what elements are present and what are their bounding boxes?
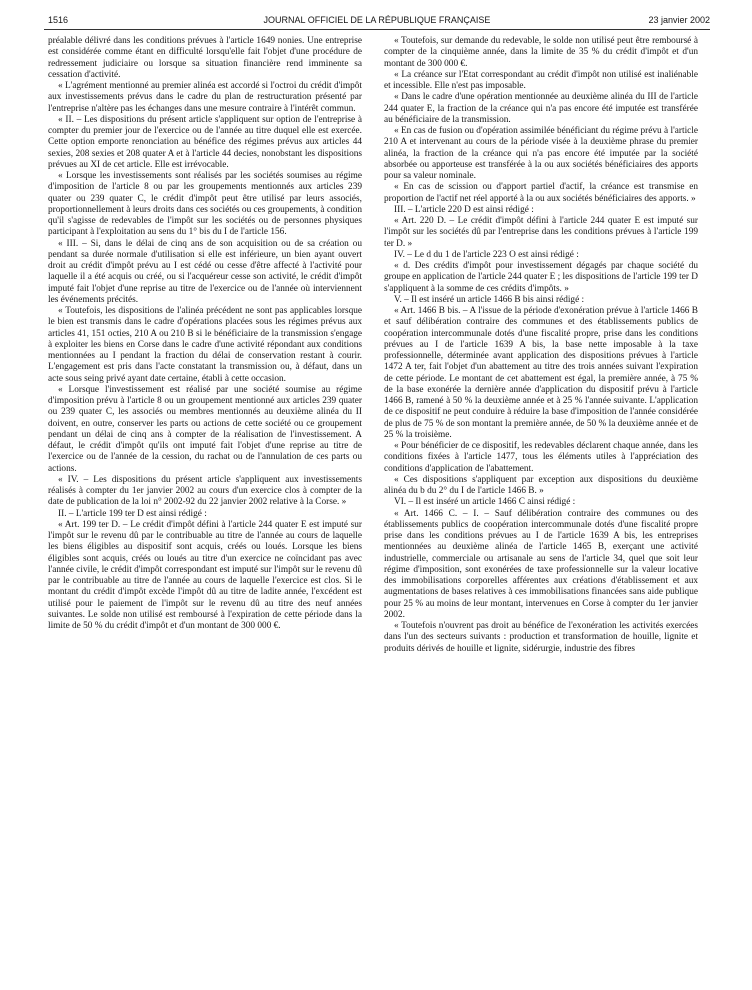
issue-date: 23 janvier 2002	[648, 15, 710, 25]
right-column	[384, 36, 698, 986]
paragraph: « En cas de fusion ou d'opération assimilée bénéficiant du régime prévu à l'article 210 A et intervenant au cours de la période visée à la deuxième phrase du premier alinéa, la fraction de la créance qui n'a pas encore été imputée par la société absorbée ou apporteuse est transférée à la ou aux sociétés bénéficiaires des apports pour sa valeur nominale.	[384, 126, 698, 181]
page-number: 1516	[48, 15, 69, 25]
paragraph: « IV. – Les dispositions du présent article s'appliquent aux investissements réalisés à compter du 1er janvier 2002 au cours d'un exercice clos à compter de la date de publication de la loi n° 2002-92 du 22 janvier 2002 relative à la Corse. »	[48, 474, 362, 508]
journal-title: JOURNAL OFFICIEL DE LA RÉPUBLIQUE FRANÇAISE	[263, 15, 491, 25]
paragraph: IV. – Le d du 1 de l'article 223 O est ainsi rédigé :	[394, 249, 579, 260]
paragraph: « Toutefois n'ouvrent pas droit au bénéfice de l'exonération les activités exercées dans l'un des secteurs suivants : production et transformation de houille, lignite et produits dérivés de houille et lignite, sidérurgie, industrie des fibres	[384, 621, 698, 654]
paragraph: « Lorsque l'investissement est réalisé par une société soumise au régime d'imposition prévu à l'article 8 ou un groupement mentionné aux articles 239 quater ou 239 quater C, les associés ou membres mentionnés au deuxième alinéa du II doivent, en outre, conserver les parts ou actions de cette société ou ce groupement pendant un délai de cinq ans à compter de la réalisation de l'investissement. A défaut, le crédit d'impôt qu'ils ont imputé fait l'objet d'une reprise au titre de l'exercice ou de l'année de la cession, du rachat ou de l'annulation de ces parts ou actions.	[48, 384, 362, 474]
paragraph: « En cas de scission ou d'apport partiel d'actif, la créance est transmise en proportion de l'actif net réel apporté à la ou aux sociétés bénéficiaires des apports. »	[384, 182, 698, 204]
paragraph: « Art. 199 ter D. – Le crédit d'impôt défini à l'article 244 quater E est imputé sur l'impôt sur le revenu dû par le contribuable au titre de l'année au cours de laquelle les biens éligibles au dispositif sont acquis, créés ou loués. Lorsque les biens éligibles sont acquis, créés ou loués au titre d'un exercice ne coïncidant pas avec l'année civile, le crédit d'impôt correspondant est imputé sur l'impôt sur le revenu dû par le contribuable au titre de l'année au cours de laquelle l'exercice est clos. Si le montant du crédit d'impôt excède l'impôt dû au titre de ladite année, l'excédent est utilisé pour le paiement de l'impôt sur le revenu dû au titre des neuf années suivantes. Le solde non utilisé est remboursé à l'expiration de cette période dans la limite de 50 % du crédit d'impôt et d'un montant de 300 000 €.	[48, 519, 362, 631]
paragraph: « La créance sur l'Etat correspondant au crédit d'impôt non utilisé est inaliénable et incessible. Elle n'est pas imposable.	[384, 69, 698, 91]
paragraph: « Art. 220 D. – Le crédit d'impôt défini à l'article 244 quater E est imputé sur l'impôt sur les sociétés dû par l'entreprise dans les conditions prévues à l'article 199 ter D. »	[384, 216, 698, 249]
paragraph: « III. – Si, dans le délai de cinq ans de son acquisition ou de sa création ou pendant sa durée normale d'utilisation si elle est inférieure, un bien ayant ouvert droit au crédit d'impôt prévu au I est cédé ou cesse d'être affecté à l'activité pour laquelle il a été acquis ou créé, ou si l'acquéreur cesse son activité, le crédit d'impôt imputé fait l'objet d'une reprise au titre de l'exercice ou de l'année où interviennent les événements précités.	[48, 238, 362, 305]
paragraph: « II. – Les dispositions du présent article s'appliquent sur option de l'entreprise à compter du premier jour de l'exercice ou de l'année au titre duquel elle est exercée. Cette option emporte renonciation au bénéfice des régimes prévus aux articles 44 sexies, 208 sexies et 208 quater A et à l'article 44 decies, nonobstant les dispositions prévues au XI de cet article. Elle est irrévocable.	[48, 114, 362, 170]
paragraph: III. – L'article 220 D est ainsi rédigé :	[394, 204, 534, 215]
page-header	[44, 12, 710, 28]
paragraph: « Art. 1466 C. – I. – Sauf délibération contraire des communes ou des établissements publics de coopération intercommunale dotés d'une fiscalité propre prise dans les conditions prévues au I de l'article 1639 A bis, les entreprises mentionnées au deuxième alinéa de l'article 1465 B, exerçant une activité industrielle, commerciale ou artisanale au sens de l'article 34, quel que soit leur régime d'imposition, sont exonérées de taxe professionnelle sur la valeur locative des immobilisations corporelles afférentes aux créations d'établissement et aux augmentations de bases relatives à ces immobilisations financées sans aide publique pour 25 % au moins de leur montant, intervenues en Corse à compter du 1er janvier 2002.	[384, 508, 698, 620]
paragraph: « Ces dispositions s'appliquent par exception aux dispositions du deuxième alinéa du b du 2° du I de l'article 1466 B. »	[384, 474, 698, 496]
paragraph: « Toutefois, les dispositions de l'alinéa précédent ne sont pas applicables lorsque le bien est transmis dans le cadre d'opérations placées sous les régimes prévus aux articles 41, 151 octies, 210 A ou 210 B si le bénéficiaire de la transmission s'engage à exploiter les biens en Corse dans le cadre d'une activité répondant aux conditions mentionnées au I pendant la fraction du délai de conservation restant à courir. L'engagement est pris dans l'acte constatant la transmission ou, à défaut, dans un acte sous seing privé ayant date certaine, établi à cette occasion.	[48, 306, 362, 384]
paragraph: « Pour bénéficier de ce dispositif, les redevables déclarent chaque année, dans les conditions fixées à l'article 1477, tous les éléments utiles à l'appréciation des conditions d'application de l'abattement.	[384, 441, 698, 474]
paragraph: VI. – Il est inséré un article 1466 C ainsi rédigé :	[394, 497, 576, 508]
paragraph: V. – Il est inséré un article 1466 B bis ainsi rédigé :	[394, 294, 585, 305]
header-rule	[44, 29, 710, 30]
paragraph: préalable délivré dans les conditions prévues à l'article 1649 nonies. Une entreprise est considérée comme étant en difficulté lorsqu'elle fait l'objet d'une procédure de redressement judiciaire ou lorsque sa situation financière rend imminente sa cessation d'activité.	[48, 36, 362, 80]
paragraph: II. – L'article 199 ter D est ainsi rédigé :	[58, 508, 207, 519]
paragraph: « Lorsque les investissements sont réalisés par les sociétés soumises au régime d'imposition de l'article 8 ou par les groupements mentionnés aux articles 239 quater ou 239 quater C, le crédit d'impôt peut être utilisé par leurs associés, proportionnellement à leurs droits dans ces sociétés ou ces groupements, à condition qu'il s'agisse de redevables de l'impôt sur les sociétés ou de personnes physiques participant à l'exploitation au sens du 1° bis du I de l'article 156.	[48, 171, 362, 238]
paragraph: « Dans le cadre d'une opération mentionnée au deuxième alinéa du III de l'article 244 quater E, la fraction de la créance qui n'a pas encore été imputée est transférée au bénéficiaire de la transmission.	[384, 92, 698, 125]
paragraph: « d. Des crédits d'impôt pour investissement dégagés par chaque société du groupe en application de l'article 244 quater E ; les dispositions de l'article 199 ter D s'appliquent à la somme de ces crédits d'impôts. »	[384, 261, 698, 294]
paragraph: « Art. 1466 B bis. – A l'issue de la période d'exonération prévue à l'article 1466 B et sauf délibération contraire des communes et des établissements publics de coopération intercommunale dotés d'une fiscalité propre, prise dans les conditions prévues au I de l'article 1639 A bis, la base nette imposable à la taxe professionnelle, déterminée avant application des dispositions prévues à l'article 1472 A ter, fait l'objet d'un abattement au titre des trois années suivant l'expiration de cette période. Le montant de cet abattement est égal, la première année, à 75 % de la base exonérée la dernière année d'application du dispositif prévu à l'article 1466 B, ramené à 50 % la deuxième année et à 25 % l'année suivante. L'application de ce dispositif ne peut conduire à réduire la base d'imposition de l'année considérée de plus de 75 % de son montant la première année, de 50 % la deuxième année et de 25 % la troisième.	[384, 306, 698, 440]
left-column	[48, 36, 362, 986]
paragraph: « Toutefois, sur demande du redevable, le solde non utilisé peut être remboursé à compter de la cinquième année, dans la limite de 35 % du crédit d'impôt et d'un montant de 300 000 €.	[384, 36, 698, 69]
paragraph: « L'agrément mentionné au premier alinéa est accordé si l'octroi du crédit d'impôt aux investissements prévus dans le cadre du plan de restructuration présenté par l'entreprise n'altère pas les échanges dans une mesure contraire à l'intérêt commun.	[48, 81, 362, 114]
